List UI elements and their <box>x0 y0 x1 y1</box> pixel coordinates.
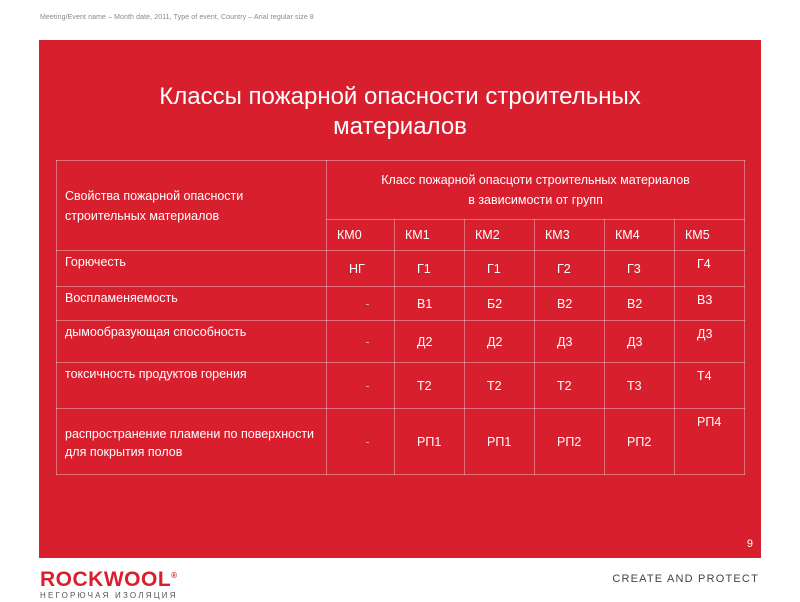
table-cell: В1 <box>395 287 465 321</box>
slide-title <box>39 82 761 142</box>
table-cell: Т4 <box>675 363 745 409</box>
table-cell: РП2 <box>605 409 675 475</box>
logo-text: ROCKWOOL <box>40 568 172 591</box>
table-cell: Д3 <box>605 321 675 363</box>
table-row <box>57 287 745 321</box>
table-row <box>57 409 745 475</box>
table-cell: Г4 <box>675 251 745 287</box>
title-line-1: Классы пожарной опасности строительных <box>159 83 641 110</box>
table-cell: В2 <box>605 287 675 321</box>
table-cell: - <box>327 363 395 409</box>
table-cell: - <box>327 321 395 363</box>
table-cell: - <box>327 287 395 321</box>
registered-mark: ® <box>171 571 178 580</box>
table-cell: Д3 <box>535 321 605 363</box>
rockwool-logo <box>40 566 178 602</box>
tagline: CREATE AND PROTECT <box>612 573 759 585</box>
table-row <box>57 363 745 409</box>
table-cell: Г1 <box>465 251 535 287</box>
table-cell: РП1 <box>395 409 465 475</box>
table-cell: Г1 <box>395 251 465 287</box>
table-cell: НГ <box>327 251 395 287</box>
row-label: Воспламеняемость <box>57 287 327 321</box>
group-header-line-2: в зависимости от групп <box>468 193 603 207</box>
table-cell: РП2 <box>535 409 605 475</box>
table-cell: Д2 <box>395 321 465 363</box>
table-cell: Д3 <box>675 321 745 363</box>
table-cell: - <box>327 409 395 475</box>
title-line-2: материалов <box>333 113 467 140</box>
property-header: Свойства пожарной опасности строительных материалов <box>57 161 327 251</box>
group-header <box>327 161 745 220</box>
table-cell: Т2 <box>395 363 465 409</box>
table-row <box>57 251 745 287</box>
logo-subtitle: НЕГОРЮЧАЯ ИЗОЛЯЦИЯ <box>40 591 178 600</box>
table-cell: В3 <box>675 287 745 321</box>
table-cell: Т2 <box>465 363 535 409</box>
header-note: Meeting/Event name – Month date, 2011, Type of event, Country – Arial regular size 8 <box>40 14 314 21</box>
column-header: КМ4 <box>605 220 675 251</box>
table-row <box>57 321 745 363</box>
row-label: дымообразующая способность <box>57 321 327 363</box>
table-cell: Т2 <box>535 363 605 409</box>
table-cell: Т3 <box>605 363 675 409</box>
column-header: КМ3 <box>535 220 605 251</box>
table-cell: Г3 <box>605 251 675 287</box>
slide-panel <box>39 40 761 558</box>
table-cell: РП4 <box>675 409 745 475</box>
table-header-row <box>57 161 745 220</box>
row-label: Горючесть <box>57 251 327 287</box>
column-header: КМ5 <box>675 220 745 251</box>
table-cell: Д2 <box>465 321 535 363</box>
table-cell: В2 <box>535 287 605 321</box>
group-header-line-1: Класс пожарной опасцоти строительных материалов <box>381 173 690 187</box>
table-cell: Г2 <box>535 251 605 287</box>
table-cell: РП1 <box>465 409 535 475</box>
fire-class-table <box>56 160 745 475</box>
row-label: токсичность продуктов горения <box>57 363 327 409</box>
page-number: 9 <box>746 538 753 550</box>
column-header: КМ0 <box>327 220 395 251</box>
row-label: распространение пламени по поверхности для покрытия полов <box>57 409 327 475</box>
logo-wordmark <box>40 566 178 590</box>
column-header: КМ1 <box>395 220 465 251</box>
column-header: КМ2 <box>465 220 535 251</box>
table-cell: Б2 <box>465 287 535 321</box>
